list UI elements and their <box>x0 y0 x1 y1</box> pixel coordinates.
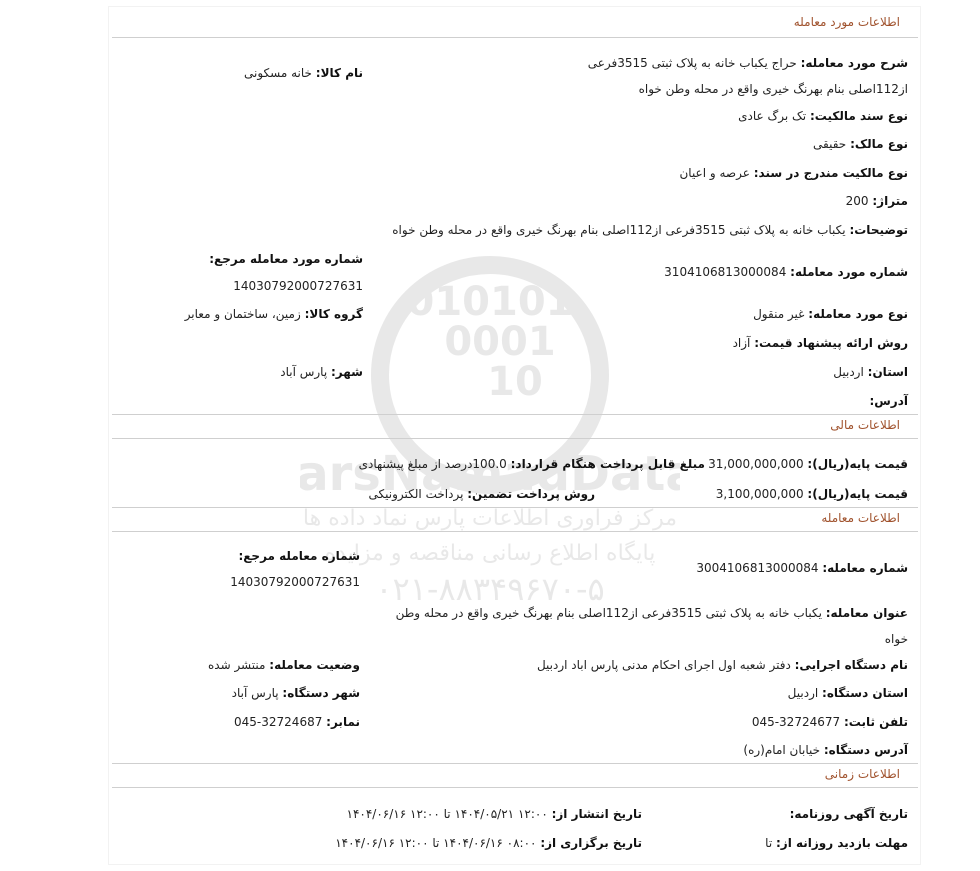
item-type <box>753 305 908 323</box>
deal-status-value: منتشر شده <box>207 658 266 672</box>
executor <box>537 656 908 674</box>
newspaper-date <box>790 805 908 823</box>
base-price-2 <box>716 485 908 503</box>
ownership-doc-label: نوع سند مالکیت: <box>809 109 908 123</box>
item-description <box>568 50 908 102</box>
publish-date-label: تاریخ انتشار از: <box>551 807 642 821</box>
executor-label: نام دستگاه اجرایی: <box>794 658 908 672</box>
payable-on-contract <box>359 455 705 473</box>
ref-number-value: 14030792000727631 <box>233 279 363 293</box>
deal-number-label: شماره معامله: <box>822 561 908 575</box>
hold-date-label: تاریخ برگزاری از: <box>540 836 642 850</box>
notes <box>392 221 908 239</box>
deal-ref-value: 14030792000727631 <box>230 575 360 589</box>
org-address <box>743 741 908 759</box>
publish-date <box>347 805 642 823</box>
ref-number-label: شماره مورد معامله مرجع: <box>209 252 363 266</box>
svg-text:10: 10 <box>487 359 543 405</box>
publish-date-value: ۱۲:۰۰ ۱۴۰۴/۰۵/۲۱ تا ۱۲:۰۰ ۱۴۰۴/۰۶/۱۶ <box>346 807 548 821</box>
base-price-2-value: 3,100,000,000 <box>715 487 804 501</box>
deal-title <box>388 600 908 652</box>
goods-group-value: زمین، ساختمان و معابر <box>184 307 301 321</box>
price-method-value: آزاد <box>732 336 751 350</box>
section-separator <box>112 787 918 788</box>
payable-label: مبلغ قابل پرداخت هنگام قرارداد: <box>510 457 705 471</box>
svg-text:مرکز فراوری اطلاعات پارس نماد: مرکز فراوری اطلاعات پارس نماد داده ها <box>302 506 678 531</box>
goods-name-label: نام کالا: <box>315 66 363 80</box>
base-price-2-label: قیمت پایه(ریال): <box>807 487 908 501</box>
city-label: شهر: <box>331 365 363 379</box>
area-value: 200 <box>845 194 869 208</box>
goods-group-label: گروه کالا: <box>304 307 363 321</box>
deal-ref <box>238 547 360 565</box>
deal-ref-label: شماره معامله مرجع: <box>238 549 360 563</box>
area <box>846 192 908 210</box>
phone <box>752 713 908 731</box>
org-address-value: خیابان امام(ره) <box>743 743 821 757</box>
deal-number <box>696 559 908 577</box>
deal-status <box>208 656 360 674</box>
section-separator <box>112 37 918 38</box>
item-number-value: 3104106813000084 <box>664 265 787 279</box>
owner-type-value: حقیقی <box>813 137 847 151</box>
item-type-value: غیر منقول <box>753 307 805 321</box>
svg-text:۰۲۱-۸۸۳۴۹۶۷۰-۵: ۰۲۱-۸۸۳۴۹۶۷۰-۵ <box>375 570 605 608</box>
item-description-value: حراج یکباب خانه به پلاک ثبتی 3515فرعی از112اصلی بنام بهرنگ خیری واقع در محله وطن خواه <box>587 56 908 96</box>
section-title-financial: اطلاعات مالی <box>830 418 900 432</box>
content-panel <box>108 6 921 865</box>
province <box>833 363 908 381</box>
ownership-in-doc-label: نوع مالکیت مندرج در سند: <box>753 166 908 180</box>
goods-name <box>244 64 363 82</box>
svg-text:0001: 0001 <box>444 319 556 365</box>
deal-title-label: عنوان معامله: <box>825 606 908 620</box>
deal-number-value: 3004106813000084 <box>696 561 819 575</box>
section-title-time: اطلاعات زمانی <box>824 767 900 781</box>
section-separator <box>112 414 918 415</box>
section-separator <box>112 507 918 508</box>
area-label: متراژ: <box>872 194 908 208</box>
org-city <box>232 684 360 702</box>
section-separator <box>112 531 918 532</box>
section-separator <box>112 763 918 764</box>
address-label: آدرس: <box>869 394 908 408</box>
notes-label: توضیحات: <box>849 223 908 237</box>
org-city-value: پارس آباد <box>231 686 279 700</box>
visit-deadline <box>765 834 908 852</box>
section-separator <box>112 438 918 439</box>
phone-value: 045-32724677 <box>751 715 841 729</box>
notes-value: یکباب خانه به پلاک ثبتی 3515فرعی از112اصلی بنام بهرنگ خیری واقع در محله وطن خواه <box>392 223 846 237</box>
ownership-in-doc-value: عرصه و اعیان <box>679 166 750 180</box>
owner-type <box>813 135 908 153</box>
base-price <box>708 455 908 473</box>
deal-status-label: وضعیت معامله: <box>269 658 360 672</box>
goods-name-value: خانه مسکونی <box>244 66 312 80</box>
newspaper-date-label: تاریخ آگهی روزنامه: <box>789 807 908 821</box>
section-title-item: اطلاعات مورد معامله <box>793 15 900 29</box>
org-province-label: استان دستگاه: <box>822 686 908 700</box>
hold-date <box>335 834 642 852</box>
org-address-label: آدرس دستگاه: <box>823 743 908 757</box>
city <box>280 363 363 381</box>
province-label: استان: <box>867 365 908 379</box>
fax <box>234 713 360 731</box>
executor-value: دفتر شعبه اول اجرای احکام مدنی پارس اباد اردبیل <box>536 658 791 672</box>
hold-date-value: ۰۸:۰۰ ۱۴۰۴/۰۶/۱۶ تا ۱۲:۰۰ ۱۴۰۴/۰۶/۱۶ <box>335 836 537 850</box>
fax-label: نمابر: <box>326 715 360 729</box>
svg-text:010101: 010101 <box>406 279 574 325</box>
guarantee-method <box>369 485 595 503</box>
guarantee-value: پرداخت الکترونیکی <box>368 487 464 501</box>
section-title-deal: اطلاعات معامله <box>821 511 900 525</box>
price-method <box>733 334 908 352</box>
item-number-label: شماره مورد معامله: <box>790 265 908 279</box>
fax-value: 045-32724687 <box>234 715 323 729</box>
owner-type-label: نوع مالک: <box>850 137 908 151</box>
item-number <box>664 263 908 281</box>
city-value: پارس آباد <box>280 365 328 379</box>
address <box>869 392 908 410</box>
visit-deadline-value: تا <box>765 836 773 850</box>
price-method-label: روش ارائه پیشنهاد قیمت: <box>754 336 908 350</box>
guarantee-label: روش پرداخت تضمین: <box>467 487 595 501</box>
org-city-label: شهر دستگاه: <box>282 686 360 700</box>
payable-value: 100.0درصد از مبلغ پیشنهادی <box>358 457 507 471</box>
ref-number <box>209 250 363 268</box>
base-price-value: 31,000,000,000 <box>708 457 804 471</box>
base-price-label: قیمت پایه(ریال): <box>807 457 908 471</box>
svg-text:پایگاه اطلاع رسانی مناقصه و مز: پایگاه اطلاع رسانی مناقصه و مزایده <box>324 541 656 566</box>
org-province <box>788 684 908 702</box>
org-province-value: اردبیل <box>787 686 819 700</box>
item-type-label: نوع مورد معامله: <box>808 307 908 321</box>
ownership-doc-value: تک برگ عادی <box>738 109 807 123</box>
item-description-label: شرح مورد معامله: <box>800 56 908 70</box>
visit-deadline-label: مهلت بازدید روزانه از: <box>776 836 908 850</box>
goods-group <box>185 305 363 323</box>
phone-label: تلفن ثابت: <box>843 715 908 729</box>
province-value: اردبیل <box>833 365 864 379</box>
svg-text:ParsNamadData: arsNamadData <box>300 446 680 502</box>
deal-title-value: یکباب خانه به پلاک ثبتی 3515فرعی از112اصلی بنام بهرنگ خیری واقع در محله وطن خواه <box>395 606 908 646</box>
ownership-in-doc <box>679 164 908 182</box>
ownership-doc <box>738 107 908 125</box>
